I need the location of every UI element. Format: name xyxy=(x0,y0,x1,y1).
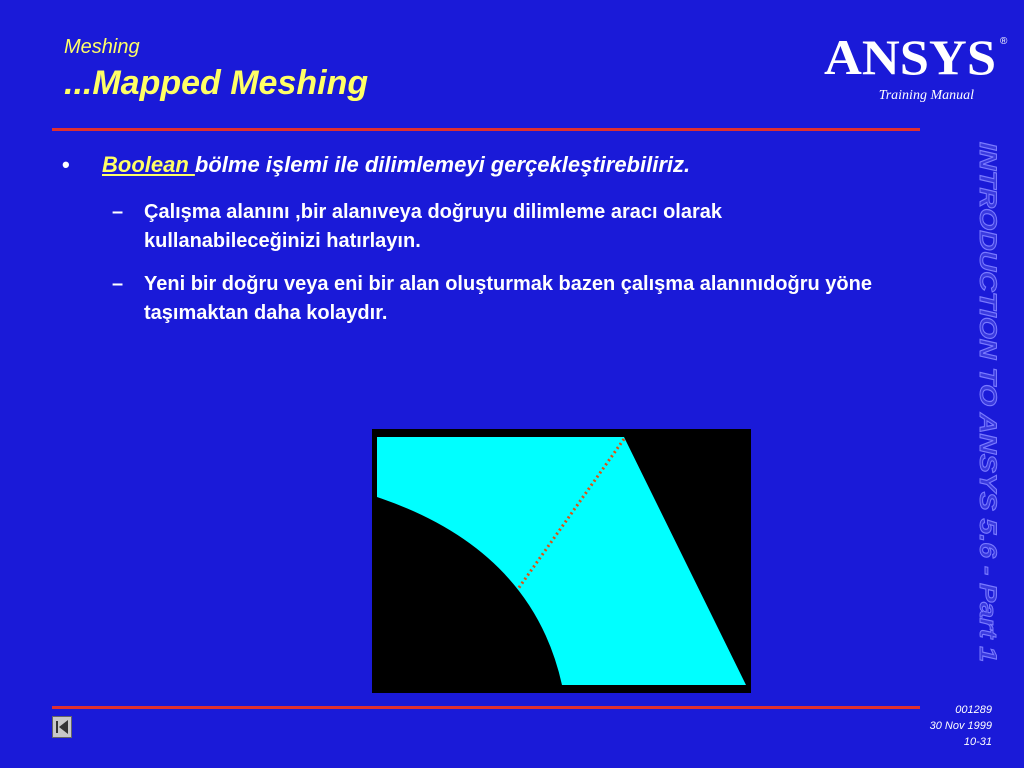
sub-item-marker: – xyxy=(112,201,124,223)
slide-title: ...Mapped Meshing xyxy=(64,64,369,102)
sub-item-text: Yeni bir doğru veya eni bir alan oluşturmak bazen çalışma alanınıdoğru yöne taşımaktan daha kolaydır. xyxy=(144,273,872,324)
boolean-keyword: Boolean xyxy=(102,152,195,177)
footer-info xyxy=(930,702,992,750)
vertical-course-title xyxy=(960,140,1020,700)
mesh-area-figure xyxy=(372,429,751,693)
back-arrow-button[interactable] xyxy=(52,716,72,738)
ansys-logo xyxy=(822,28,1010,80)
bullet-rest: bölme işlemi ile dilimlemeyi gerçekleştirebiliriz. xyxy=(194,152,691,177)
back-arrow-icon xyxy=(53,717,71,737)
sub-item-text: Çalışma alanını ,bir alanıveya doğruyu dilimleme aracı olarak kullanabileceğinizi hatırlayın. xyxy=(144,201,723,252)
section-title: Meshing xyxy=(64,36,140,58)
vertical-course-text: INTRODUCTION TO ANSYS 5.6 - Part 1 xyxy=(974,142,1001,583)
footer-code: 001289 xyxy=(955,704,992,716)
bullet-marker: • xyxy=(62,152,70,177)
footer-page: 10-31 xyxy=(963,736,992,748)
ansys-logo-text: ANSYS xyxy=(824,29,996,80)
footer-date: 30 Nov 1999 xyxy=(929,720,992,732)
ansys-registered-mark: ® xyxy=(1000,36,1008,47)
sub-item-marker: – xyxy=(112,273,124,295)
top-rule xyxy=(52,128,920,131)
bullet-text xyxy=(102,152,690,178)
training-manual-label: Training Manual xyxy=(878,88,974,103)
bottom-rule xyxy=(52,706,920,709)
